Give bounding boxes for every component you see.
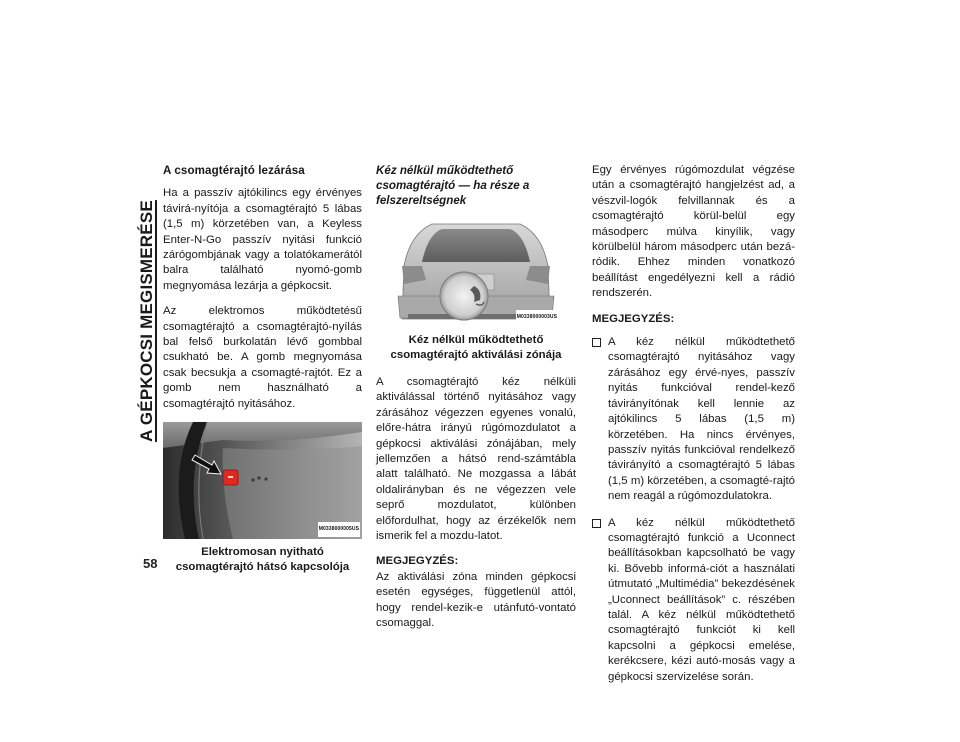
panel-hole [264, 477, 267, 480]
activation-zone-circle [440, 272, 488, 320]
bullet-text: A kéz nélkül működtethető csomagtérajtó nyitásához vagy zárásához egy érvé-nyes, passzív nyitás funkcióval rendel-kező távirányítónak kell lennie az ajtókilincs 5 lábas (1,5 m) körzetében. Ha nincs érvényes, passzív nyitás funkcióval rendelkező távirányító a csomagtérajtó 5 lábas (1,5 m) körzetében, a csomagté-rajtó nem reagál a rúgómozdulatokra. [608, 336, 795, 503]
checkbox-bullet-icon [592, 519, 601, 528]
bullet-text: A kéz nélkül működtethető csomagtérajtó funkció a Uconnect beállításokban kapcsolható be vagy ki. Bővebb informá-ciót a használati útmutató „Multimédia” bekezdésének „Uconnect beállítások” c. részében talál. A kéz nélkül működtethető csomagtérajtó funkciót ki kell kapcsolni a gépkocsi emelése, kerékcsere, kézi autó-mosás vagy a gépkocsi szervizelése során. [608, 516, 795, 683]
section-heading-liftgate-locking: A csomagtérajtó lezárása [163, 164, 305, 177]
note-label: MEGJEGYZÉS: [376, 555, 459, 568]
figure-activation-zone [392, 214, 560, 327]
bullet-item [592, 335, 795, 504]
rear-window [422, 229, 530, 262]
button-symbol-icon [228, 476, 233, 478]
paragraph: Az elektromos működtetésű csomagtérajtó a csomagtérajtó-nyílás bal felső burkolatán lévő gombbal csukható be. A gomb megnyomása csak becsukja a csomagté-rajtót. Ez a gomb nem használható a csomagtérajtó nyitásához. [163, 305, 362, 410]
paragraph: Egy érvényes rúgómozdulat végzése után a csomagtérajtó hangjelzést ad, a vészvil-logók felvillannak és a csomagtérajtó körül-belül egy másodperc múlva kinyílik, vagy körülbelül három másodperc után bezá-ródik. Ehhez minden vonatkozó beállítást engedélyezni kell a rádió rendszerén. [592, 164, 795, 300]
page-number: 58 [143, 556, 158, 571]
panel-hole [257, 476, 260, 479]
note-text: Az aktiválási zóna minden gépkocsi esetén egységes, függetlenül attól, hogy rendel-kezik-e utánfutó-vontató csomaggal. [376, 570, 576, 630]
checkbox-bullet-icon [592, 338, 601, 347]
panel-hole [251, 478, 254, 481]
section-heading-hands-free-liftgate: Kéz nélkül működtethető csomagtérajtó — ha része a felszereltségnek [376, 164, 530, 207]
column-3 [592, 163, 795, 696]
column-1 [163, 163, 362, 587]
figure-code: M0338000003US [516, 310, 558, 325]
column-2 [376, 163, 576, 642]
figure-liftgate-switch [163, 422, 362, 539]
paragraph: A csomagtérajtó kéz nélküli aktiválással történő nyitásához vagy zárásához végezzen egyenes vonalú, előre-hátra irányú rúgómozdulatot a gépkocsi aktiválási zónájában, mely jellemzően a hátsó rend-számtábla alatt található. Ne mozgassa a lábát oldalirányban és ne végezzen vele seprő mozdulatot, különben előfordulhat, hogy az érzékelők nem ismerik fel a mozdu-latot. [376, 376, 576, 543]
chapter-title: A GÉPKOCSI MEGISMERÉSE [137, 200, 156, 442]
figure-caption: Elektromosan nyitható csomagtérajtó hátsó kapcsolója [175, 546, 350, 574]
note-label: MEGJEGYZÉS: [592, 312, 675, 325]
paragraph: Ha a passzív ajtókilincs egy érvényes távirá-nyítója a csomagtérajtó 5 lábas (1,5 m) körzetében van, a Keyless Enter-N-Go passzív nyitási funkció zárógombjának vagy a tolatókamerától balra található nyomó-gomb megnyomása lezárja a gépkocsit. [163, 187, 362, 292]
chapter-side-tab [134, 160, 160, 482]
figure-caption: Kéz nélkül működtethető csomagtérajtó aktiválási zónája [390, 334, 562, 361]
bullet-item [592, 516, 795, 685]
figure-code: M0338000005US [318, 522, 360, 537]
